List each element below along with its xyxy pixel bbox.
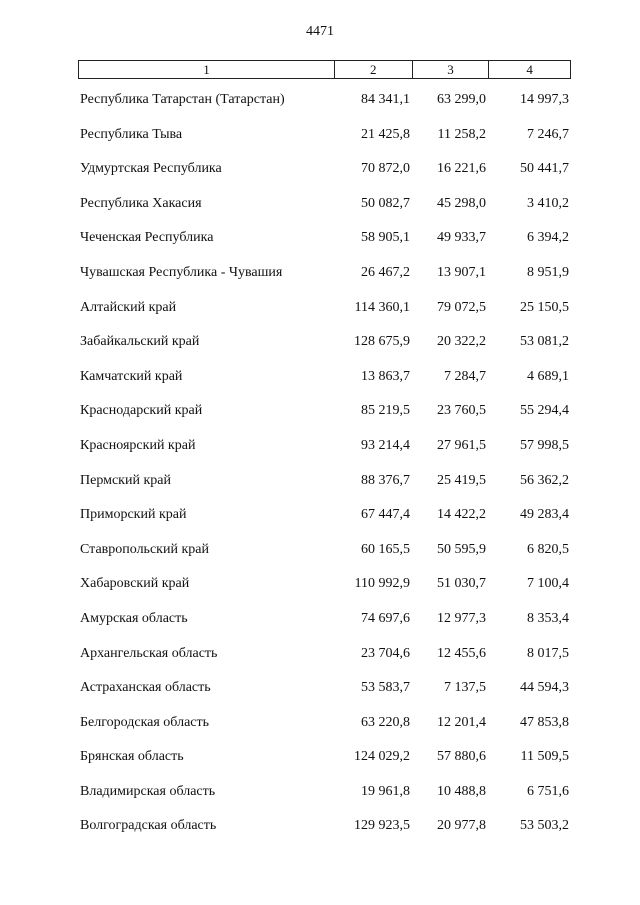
value-col-2: 13 863,7 bbox=[361, 368, 410, 384]
table-row bbox=[0, 126, 640, 161]
value-col-4: 56 362,2 bbox=[520, 472, 569, 488]
region-name: Волгоградская область bbox=[80, 818, 217, 834]
region-name: Республика Тыва bbox=[80, 126, 183, 142]
table-row bbox=[0, 645, 640, 680]
value-col-2: 19 961,8 bbox=[361, 783, 410, 799]
value-col-3: 12 201,4 bbox=[437, 714, 486, 730]
value-col-2: 21 425,8 bbox=[361, 126, 410, 142]
value-col-3: 23 760,5 bbox=[437, 403, 486, 419]
table-row bbox=[0, 402, 640, 437]
value-col-3: 7 284,7 bbox=[444, 368, 486, 384]
value-col-3: 20 322,2 bbox=[437, 334, 486, 350]
value-col-4: 14 997,3 bbox=[520, 92, 569, 107]
region-name: Приморский край bbox=[80, 507, 187, 523]
region-name: Чувашская Республика - Чувашия bbox=[80, 264, 283, 280]
table-row bbox=[0, 368, 640, 403]
value-col-4: 25 150,5 bbox=[520, 299, 569, 315]
region-name: Чеченская Республика bbox=[80, 230, 214, 246]
table-row bbox=[0, 91, 640, 126]
value-col-4: 47 853,8 bbox=[520, 714, 569, 730]
value-col-3: 49 933,7 bbox=[437, 230, 486, 246]
value-col-3: 14 422,2 bbox=[437, 507, 486, 523]
table-row bbox=[0, 506, 640, 541]
value-col-4: 7 100,4 bbox=[527, 576, 569, 592]
value-col-4: 3 410,2 bbox=[527, 195, 569, 211]
value-col-4: 8 353,4 bbox=[527, 610, 569, 626]
value-col-4: 49 283,4 bbox=[520, 507, 569, 523]
table-row bbox=[0, 195, 640, 230]
value-col-3: 20 977,8 bbox=[437, 818, 486, 834]
region-name: Удмуртская Республика bbox=[80, 161, 222, 177]
region-name: Краснодарский край bbox=[80, 403, 203, 419]
table-row bbox=[0, 541, 640, 576]
region-name: Брянская область bbox=[80, 749, 184, 765]
region-name: Алтайский край bbox=[80, 299, 177, 315]
value-col-3: 10 488,8 bbox=[437, 783, 486, 799]
value-col-4: 11 509,5 bbox=[520, 749, 569, 765]
value-col-3: 63 299,0 bbox=[437, 92, 486, 107]
value-col-3: 25 419,5 bbox=[437, 472, 486, 488]
table-row bbox=[0, 333, 640, 368]
header-col-4: 4 bbox=[488, 61, 570, 78]
value-col-3: 45 298,0 bbox=[437, 195, 486, 211]
region-name: Красноярский край bbox=[80, 437, 196, 453]
region-name: Забайкальский край bbox=[80, 334, 200, 350]
page-number: 4471 bbox=[306, 24, 334, 39]
value-col-3: 51 030,7 bbox=[437, 576, 486, 592]
region-name: Архангельская область bbox=[80, 645, 218, 661]
table-row bbox=[0, 748, 640, 783]
header-col-2: 2 bbox=[334, 61, 412, 78]
value-col-2: 60 165,5 bbox=[361, 541, 410, 557]
value-col-4: 44 594,3 bbox=[520, 680, 569, 696]
region-name: Пермский край bbox=[80, 472, 171, 488]
value-col-4: 8 017,5 bbox=[527, 645, 569, 661]
region-name: Республика Татарстан (Татарстан) bbox=[80, 92, 285, 107]
value-col-3: 12 977,3 bbox=[437, 610, 486, 626]
value-col-4: 6 820,5 bbox=[527, 541, 569, 557]
value-col-4: 50 441,7 bbox=[520, 161, 569, 177]
value-col-2: 50 082,7 bbox=[361, 195, 410, 211]
value-col-3: 50 595,9 bbox=[437, 541, 486, 557]
value-col-3: 27 961,5 bbox=[437, 437, 486, 453]
value-col-2: 74 697,6 bbox=[361, 610, 410, 626]
table-row bbox=[0, 160, 640, 195]
value-col-4: 53 081,2 bbox=[520, 334, 569, 350]
table-row bbox=[0, 437, 640, 472]
value-col-2: 85 219,5 bbox=[361, 403, 410, 419]
value-col-2: 124 029,2 bbox=[354, 749, 410, 765]
region-name: Амурская область bbox=[80, 610, 188, 626]
value-col-3: 7 137,5 bbox=[444, 680, 486, 696]
value-col-2: 128 675,9 bbox=[354, 334, 410, 350]
header-col-3: 3 bbox=[412, 61, 489, 78]
table-row bbox=[0, 783, 640, 818]
region-name: Хабаровский край bbox=[80, 576, 190, 592]
value-col-4: 57 998,5 bbox=[520, 437, 569, 453]
table-header bbox=[78, 60, 571, 79]
region-name: Астраханская область bbox=[80, 680, 211, 696]
value-col-2: 88 376,7 bbox=[361, 472, 410, 488]
value-col-4: 53 503,2 bbox=[520, 818, 569, 834]
value-col-2: 110 992,9 bbox=[354, 576, 410, 592]
value-col-3: 57 880,6 bbox=[437, 749, 486, 765]
value-col-2: 26 467,2 bbox=[361, 264, 410, 280]
region-name: Владимирская область bbox=[80, 783, 216, 799]
value-col-4: 8 951,9 bbox=[527, 264, 569, 280]
value-col-3: 11 258,2 bbox=[437, 126, 486, 142]
table-row bbox=[0, 264, 640, 299]
value-col-4: 7 246,7 bbox=[527, 126, 569, 142]
table-row bbox=[0, 679, 640, 714]
value-col-4: 6 394,2 bbox=[527, 230, 569, 246]
table-row bbox=[0, 472, 640, 507]
value-col-3: 13 907,1 bbox=[437, 264, 486, 280]
value-col-2: 67 447,4 bbox=[361, 507, 410, 523]
value-col-2: 58 905,1 bbox=[361, 230, 410, 246]
value-col-2: 93 214,4 bbox=[361, 437, 410, 453]
region-name: Белгородская область bbox=[80, 714, 210, 730]
value-col-2: 53 583,7 bbox=[361, 680, 410, 696]
value-col-2: 63 220,8 bbox=[361, 714, 410, 730]
region-name: Камчатский край bbox=[80, 368, 183, 384]
value-col-2: 84 341,1 bbox=[361, 92, 410, 107]
header-col-1: 1 bbox=[203, 62, 210, 77]
value-col-2: 23 704,6 bbox=[361, 645, 410, 661]
table-row bbox=[0, 610, 640, 645]
table-row bbox=[0, 817, 640, 852]
region-name: Республика Хакасия bbox=[80, 195, 202, 211]
table-row bbox=[0, 299, 640, 334]
table-row bbox=[0, 714, 640, 749]
value-col-2: 70 872,0 bbox=[361, 161, 410, 177]
table-row bbox=[0, 229, 640, 264]
value-col-4: 4 689,1 bbox=[527, 368, 569, 384]
table-body bbox=[0, 91, 640, 852]
value-col-2: 114 360,1 bbox=[354, 299, 410, 315]
value-col-3: 12 455,6 bbox=[437, 645, 486, 661]
value-col-4: 55 294,4 bbox=[520, 403, 569, 419]
value-col-3: 79 072,5 bbox=[437, 299, 486, 315]
region-name: Ставропольский край bbox=[80, 541, 209, 557]
table-row bbox=[0, 575, 640, 610]
value-col-3: 16 221,6 bbox=[437, 161, 486, 177]
value-col-2: 129 923,5 bbox=[354, 818, 410, 834]
value-col-4: 6 751,6 bbox=[527, 783, 569, 799]
